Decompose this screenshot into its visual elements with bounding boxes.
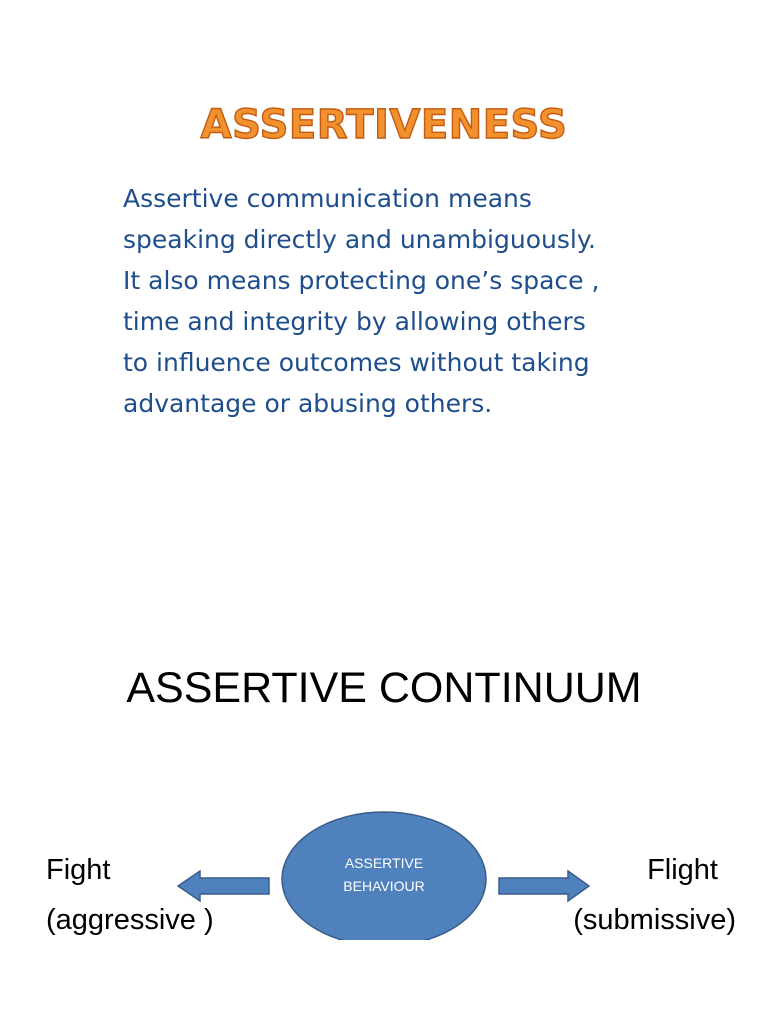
definition-line: Assertive communication means bbox=[123, 184, 532, 213]
definition-line: to influence outcomes without taking bbox=[123, 348, 590, 377]
continuum-heading: ASSERTIVE CONTINUUM bbox=[126, 664, 642, 712]
right-arrow bbox=[499, 871, 589, 901]
flight-label-line2: (submissive) bbox=[573, 904, 736, 936]
definition-line: speaking directly and unambiguously. bbox=[123, 225, 596, 254]
definition-line: advantage or abusing others. bbox=[123, 389, 493, 418]
definition-line: It also means protecting one’s space , bbox=[123, 266, 600, 295]
assertive-behaviour-line2: BEHAVIOUR bbox=[343, 878, 425, 894]
flight-label-line1: Flight bbox=[647, 854, 718, 886]
definition-text bbox=[123, 178, 683, 424]
slide-title: ASSERTIVENESS bbox=[200, 102, 568, 148]
definition-line: time and integrity by allowing others bbox=[123, 307, 586, 336]
left-arrow bbox=[178, 871, 269, 901]
fight-label-line2: (aggressive ) bbox=[46, 904, 214, 936]
assertive-behaviour-label bbox=[282, 852, 486, 898]
fight-label-line1: Fight bbox=[46, 854, 111, 886]
assertive-behaviour-line1: ASSERTIVE bbox=[344, 855, 424, 871]
